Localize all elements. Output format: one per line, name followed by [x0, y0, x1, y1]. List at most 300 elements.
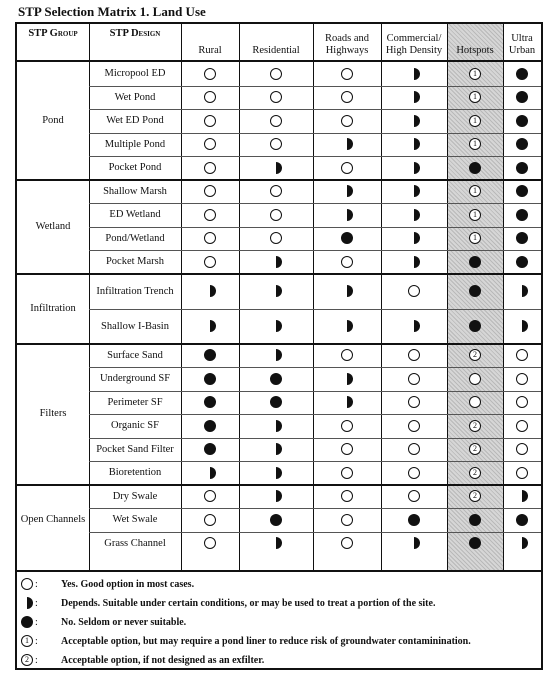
matrix-cell: [468, 90, 482, 104]
matrix-cell: [269, 513, 283, 527]
matrix-cell: [407, 513, 421, 527]
matrix-cell: [269, 184, 283, 198]
symbol-dep-icon: [27, 597, 33, 609]
matrix-cell: [407, 395, 421, 409]
symbol-yes-icon: [204, 514, 216, 526]
matrix-cell: [340, 114, 354, 128]
matrix-cell: [468, 319, 482, 333]
matrix-cell: [407, 137, 421, 151]
symbol-yes-icon: [408, 396, 420, 408]
matrix-cell: [515, 419, 529, 433]
matrix-cell: [468, 137, 482, 151]
symbol-no-icon: [469, 320, 481, 332]
legend-colon: :: [35, 578, 38, 590]
matrix-cell: [515, 137, 529, 151]
symbol-yes-icon: [516, 349, 528, 361]
symbol-yes-icon: [469, 373, 481, 385]
symbol-no-icon: [516, 256, 528, 268]
symbol-yes-icon: [204, 115, 216, 127]
stp-design-label: Micropool ED: [104, 68, 166, 80]
matrix-cell: [340, 255, 354, 269]
matrix-cell: [203, 536, 217, 550]
matrix-cell: [203, 90, 217, 104]
matrix-cell: [269, 284, 283, 298]
stp-design-label: Perimeter SF: [107, 396, 163, 408]
stp-group-label: Wetland: [35, 220, 71, 232]
matrix-cell: [515, 284, 529, 298]
symbol-yes-icon: [408, 373, 420, 385]
matrix-cell: [203, 184, 217, 198]
symbol-no-icon: [469, 537, 481, 549]
stp-design-label: ED Wetland: [109, 209, 161, 221]
matrix-cell: [468, 536, 482, 550]
matrix-cell: [269, 395, 283, 409]
symbol-yes-icon: [270, 185, 282, 197]
stp-group-label: Filters: [39, 408, 67, 419]
matrix-cell: [468, 513, 482, 527]
matrix-cell: [407, 372, 421, 386]
legend-item: [21, 578, 194, 590]
matrix-cell: [340, 231, 354, 245]
symbol-yes-icon: [270, 232, 282, 244]
matrix-cell: [269, 137, 283, 151]
matrix-cell: [407, 208, 421, 222]
legend-item: [21, 616, 186, 628]
symbol-dep-icon: [210, 285, 216, 297]
symbol-dep-icon: [276, 256, 282, 268]
matrix-cell: [340, 513, 354, 527]
legend-text: Yes. Good option in most cases.: [61, 578, 195, 590]
legend-symbol: [21, 578, 49, 590]
matrix-cell: [407, 442, 421, 456]
matrix-cell: [203, 466, 217, 480]
matrix-cell: [269, 231, 283, 245]
symbol-no-icon: [516, 162, 528, 174]
symbol-n1-icon: 1: [469, 115, 481, 127]
matrix-cell: [203, 114, 217, 128]
symbol-yes-icon: [469, 396, 481, 408]
symbol-no-icon: [341, 232, 353, 244]
symbol-no-icon: [469, 514, 481, 526]
symbol-no-icon: [516, 138, 528, 150]
matrix-cell: [340, 372, 354, 386]
matrix-cell: [203, 319, 217, 333]
stp-design-label: Underground SF: [99, 373, 171, 385]
matrix-cell: [203, 442, 217, 456]
matrix-cell: [269, 90, 283, 104]
symbol-no-icon: [270, 396, 282, 408]
symbol-yes-icon: [270, 115, 282, 127]
symbol-yes-icon: [204, 537, 216, 549]
legend-colon: :: [35, 654, 38, 666]
legend-symbol: [21, 654, 49, 666]
matrix-cell: [203, 395, 217, 409]
matrix-cell: [407, 231, 421, 245]
symbol-dep-icon: [276, 349, 282, 361]
symbol-dep-icon: [347, 138, 353, 150]
matrix-cell: [407, 419, 421, 433]
matrix-cell: [468, 284, 482, 298]
legend-colon: :: [35, 635, 38, 647]
symbol-yes-icon: [341, 162, 353, 174]
stp-design-label: Surface Sand: [107, 349, 163, 361]
symbol-n2-icon: 2: [469, 420, 481, 432]
legend-text: Acceptable option, but may require a pond liner to reduce risk of groundwater contaminination.: [61, 635, 471, 647]
matrix-cell: [269, 208, 283, 222]
matrix-cell: [340, 419, 354, 433]
symbol-dep-icon: [522, 285, 528, 297]
matrix-cell: [468, 489, 482, 503]
symbol-yes-icon: [341, 467, 353, 479]
matrix-cell: [515, 114, 529, 128]
matrix-cell: [515, 184, 529, 198]
column-divider: [239, 24, 240, 570]
symbol-yes-icon: [408, 420, 420, 432]
symbol-yes-icon: [408, 443, 420, 455]
matrix-cell: [515, 255, 529, 269]
header-4: Roads and Highways: [313, 24, 381, 62]
symbol-yes-icon: [204, 490, 216, 502]
symbol-no-icon: [516, 91, 528, 103]
symbol-dep-icon: [210, 467, 216, 479]
matrix-cell: [269, 466, 283, 480]
matrix-cell: [269, 114, 283, 128]
symbol-n1-icon: 1: [469, 185, 481, 197]
matrix-cell: [407, 67, 421, 81]
symbol-n1-icon: 1: [469, 209, 481, 221]
symbol-yes-icon: [341, 115, 353, 127]
legend-colon: :: [35, 616, 38, 628]
symbol-no-icon: [204, 420, 216, 432]
symbol-no-icon: [516, 115, 528, 127]
legend-item: [21, 635, 471, 647]
symbol-dep-icon: [347, 373, 353, 385]
symbol-dep-icon: [414, 162, 420, 174]
matrix-cell: [468, 372, 482, 386]
symbol-no-icon: [270, 373, 282, 385]
symbol-no-icon: [516, 185, 528, 197]
symbol-yes-icon: [21, 578, 33, 590]
symbol-no-icon: [469, 162, 481, 174]
symbol-yes-icon: [204, 162, 216, 174]
symbol-dep-icon: [522, 537, 528, 549]
header-5: Commercial/ High Density: [381, 24, 447, 62]
header-2: Rural: [181, 24, 239, 62]
symbol-no-icon: [204, 443, 216, 455]
symbol-dep-icon: [347, 185, 353, 197]
matrix-cell: [340, 284, 354, 298]
matrix-cell: [340, 489, 354, 503]
symbol-n2-icon: 2: [469, 349, 481, 361]
stp-design-label: Shallow Marsh: [103, 185, 167, 197]
matrix-cell: [203, 161, 217, 175]
matrix-cell: [203, 231, 217, 245]
matrix-cell: [468, 67, 482, 81]
matrix-cell: [468, 466, 482, 480]
symbol-yes-icon: [341, 443, 353, 455]
symbol-yes-icon: [408, 349, 420, 361]
matrix-cell: [269, 161, 283, 175]
matrix-cell: [515, 319, 529, 333]
legend-symbol: [21, 597, 49, 609]
symbol-dep-icon: [414, 209, 420, 221]
symbol-yes-icon: [516, 373, 528, 385]
symbol-dep-icon: [276, 285, 282, 297]
symbol-dep-icon: [414, 68, 420, 80]
matrix-cell: [468, 395, 482, 409]
column-divider: [313, 24, 314, 570]
symbol-no-icon: [21, 616, 33, 628]
symbol-n1-icon: 1: [469, 68, 481, 80]
matrix-cell: [515, 442, 529, 456]
matrix-grid: [17, 24, 541, 570]
symbol-dep-icon: [276, 420, 282, 432]
matrix-cell: [203, 67, 217, 81]
symbol-yes-icon: [516, 396, 528, 408]
symbol-yes-icon: [341, 68, 353, 80]
symbol-dep-icon: [347, 285, 353, 297]
matrix-cell: [269, 319, 283, 333]
stp-design-label: Organic SF: [111, 420, 159, 432]
legend-text: Depends. Suitable under certain conditions, or may be used to treat a portion of the site.: [61, 597, 436, 609]
matrix-cell: [203, 372, 217, 386]
symbol-n1-icon: 1: [469, 138, 481, 150]
symbol-yes-icon: [270, 138, 282, 150]
stp-design-label: Pocket Marsh: [105, 256, 165, 268]
matrix-cell: [407, 184, 421, 198]
symbol-yes-icon: [341, 91, 353, 103]
legend-colon: :: [35, 597, 38, 609]
symbol-dep-icon: [276, 320, 282, 332]
symbol-dep-icon: [276, 443, 282, 455]
symbol-yes-icon: [408, 285, 420, 297]
matrix-cell: [340, 208, 354, 222]
matrix-cell: [515, 536, 529, 550]
matrix-cell: [269, 348, 283, 362]
symbol-no-icon: [204, 373, 216, 385]
symbol-yes-icon: [341, 537, 353, 549]
symbol-yes-icon: [204, 256, 216, 268]
matrix-cell: [269, 536, 283, 550]
symbol-yes-icon: [341, 490, 353, 502]
symbol-yes-icon: [270, 209, 282, 221]
legend: [17, 570, 541, 670]
matrix-cell: [340, 319, 354, 333]
matrix-cell: [203, 489, 217, 503]
matrix-cell: [468, 348, 482, 362]
matrix-cell: [340, 348, 354, 362]
symbol-n2-icon: 2: [469, 490, 481, 502]
symbol-yes-icon: [408, 467, 420, 479]
symbol-yes-icon: [204, 91, 216, 103]
header-1: STP Design: [89, 24, 181, 62]
symbol-no-icon: [204, 349, 216, 361]
symbol-dep-icon: [347, 209, 353, 221]
matrix-cell: [269, 372, 283, 386]
legend-item: [21, 654, 264, 666]
matrix-cell: [468, 255, 482, 269]
matrix-cell: [269, 67, 283, 81]
stp-design-label: Wet Pond: [114, 91, 156, 103]
legend-text: Acceptable option, if not designed as an exfilter.: [61, 654, 265, 666]
matrix-cell: [407, 489, 421, 503]
matrix-cell: [515, 348, 529, 362]
matrix-cell: [468, 208, 482, 222]
selection-matrix-table: [15, 22, 543, 670]
matrix-cell: [468, 114, 482, 128]
symbol-dep-icon: [414, 185, 420, 197]
symbol-n1-icon: 1: [469, 91, 481, 103]
symbol-dep-icon: [414, 115, 420, 127]
symbol-dep-icon: [276, 467, 282, 479]
matrix-cell: [269, 442, 283, 456]
matrix-cell: [515, 208, 529, 222]
matrix-cell: [407, 466, 421, 480]
column-divider: [447, 24, 448, 570]
matrix-cell: [407, 161, 421, 175]
matrix-cell: [515, 161, 529, 175]
symbol-no-icon: [516, 68, 528, 80]
symbol-no-icon: [516, 514, 528, 526]
legend-text: No. Seldom or never suitable.: [61, 616, 187, 628]
symbol-dep-icon: [414, 537, 420, 549]
stp-group-label: Pond: [42, 114, 64, 126]
symbol-dep-icon: [347, 320, 353, 332]
stp-design-label: Wet Swale: [112, 514, 158, 526]
matrix-cell: [515, 231, 529, 245]
symbol-no-icon: [469, 285, 481, 297]
symbol-dep-icon: [276, 537, 282, 549]
symbol-yes-icon: [204, 68, 216, 80]
matrix-cell: [468, 161, 482, 175]
matrix-cell: [269, 489, 283, 503]
symbol-no-icon: [516, 232, 528, 244]
symbol-n2-icon: 2: [21, 654, 33, 666]
symbol-yes-icon: [270, 91, 282, 103]
matrix-cell: [203, 348, 217, 362]
symbol-yes-icon: [516, 420, 528, 432]
symbol-yes-icon: [270, 68, 282, 80]
symbol-dep-icon: [414, 256, 420, 268]
header-6: Hotspots: [447, 24, 503, 62]
matrix-cell: [407, 90, 421, 104]
symbol-dep-icon: [276, 490, 282, 502]
matrix-cell: [515, 513, 529, 527]
matrix-cell: [515, 395, 529, 409]
symbol-yes-icon: [408, 490, 420, 502]
matrix-cell: [407, 284, 421, 298]
matrix-cell: [515, 466, 529, 480]
matrix-cell: [468, 231, 482, 245]
symbol-n2-icon: 2: [469, 443, 481, 455]
matrix-cell: [407, 348, 421, 362]
symbol-yes-icon: [341, 420, 353, 432]
stp-design-label: Multiple Pond: [104, 138, 166, 150]
header-0: STP Group: [17, 24, 89, 62]
matrix-cell: [407, 319, 421, 333]
symbol-dep-icon: [347, 396, 353, 408]
matrix-cell: [468, 184, 482, 198]
symbol-yes-icon: [341, 514, 353, 526]
symbol-n1-icon: 1: [469, 232, 481, 244]
symbol-n2-icon: 2: [469, 467, 481, 479]
stp-design-label: Bioretention: [108, 467, 162, 479]
symbol-yes-icon: [204, 185, 216, 197]
symbol-no-icon: [516, 209, 528, 221]
symbol-dep-icon: [522, 490, 528, 502]
matrix-cell: [407, 255, 421, 269]
matrix-cell: [340, 466, 354, 480]
stp-group-label: Open Channels: [20, 513, 86, 525]
symbol-n1-icon: 1: [21, 635, 33, 647]
stp-group-label: Infiltration: [30, 302, 76, 314]
matrix-cell: [515, 489, 529, 503]
legend-item: [21, 597, 435, 609]
stp-design-label: Shallow I-Basin: [101, 320, 169, 332]
stp-design-label: Pocket Sand Filter: [96, 443, 174, 455]
matrix-cell: [407, 114, 421, 128]
stp-design-label: Grass Channel: [104, 537, 166, 549]
matrix-cell: [269, 419, 283, 433]
matrix-cell: [468, 419, 482, 433]
matrix-cell: [340, 90, 354, 104]
symbol-no-icon: [270, 514, 282, 526]
symbol-yes-icon: [341, 349, 353, 361]
matrix-cell: [203, 513, 217, 527]
stp-design-label: Infiltration Trench: [96, 285, 174, 297]
matrix-cell: [340, 184, 354, 198]
matrix-cell: [203, 284, 217, 298]
column-divider: [381, 24, 382, 570]
matrix-cell: [468, 442, 482, 456]
column-divider: [503, 24, 504, 570]
matrix-cell: [340, 67, 354, 81]
symbol-yes-icon: [204, 232, 216, 244]
matrix-cell: [515, 67, 529, 81]
matrix-cell: [340, 536, 354, 550]
page-title: STP Selection Matrix 1. Land Use: [18, 4, 206, 19]
matrix-cell: [340, 395, 354, 409]
symbol-yes-icon: [204, 138, 216, 150]
symbol-dep-icon: [414, 232, 420, 244]
symbol-dep-icon: [522, 320, 528, 332]
matrix-cell: [203, 208, 217, 222]
symbol-dep-icon: [414, 91, 420, 103]
matrix-cell: [203, 419, 217, 433]
stp-design-label: Pocket Pond: [108, 162, 162, 174]
symbol-no-icon: [204, 396, 216, 408]
symbol-dep-icon: [276, 162, 282, 174]
matrix-cell: [340, 161, 354, 175]
legend-symbol: [21, 616, 49, 628]
symbol-yes-icon: [204, 209, 216, 221]
matrix-cell: [340, 137, 354, 151]
matrix-cell: [340, 442, 354, 456]
matrix-cell: [203, 255, 217, 269]
legend-symbol: [21, 635, 49, 647]
symbol-no-icon: [408, 514, 420, 526]
header-3: Residential: [239, 24, 313, 62]
stp-design-label: Pond/Wetland: [105, 232, 165, 244]
stp-design-label: Dry Swale: [112, 490, 158, 502]
symbol-dep-icon: [210, 320, 216, 332]
stp-design-label: Wet ED Pond: [106, 115, 164, 127]
matrix-cell: [515, 90, 529, 104]
symbol-yes-icon: [516, 467, 528, 479]
column-divider: [181, 24, 182, 570]
header-7: Ultra Urban: [503, 24, 541, 62]
matrix-cell: [515, 372, 529, 386]
